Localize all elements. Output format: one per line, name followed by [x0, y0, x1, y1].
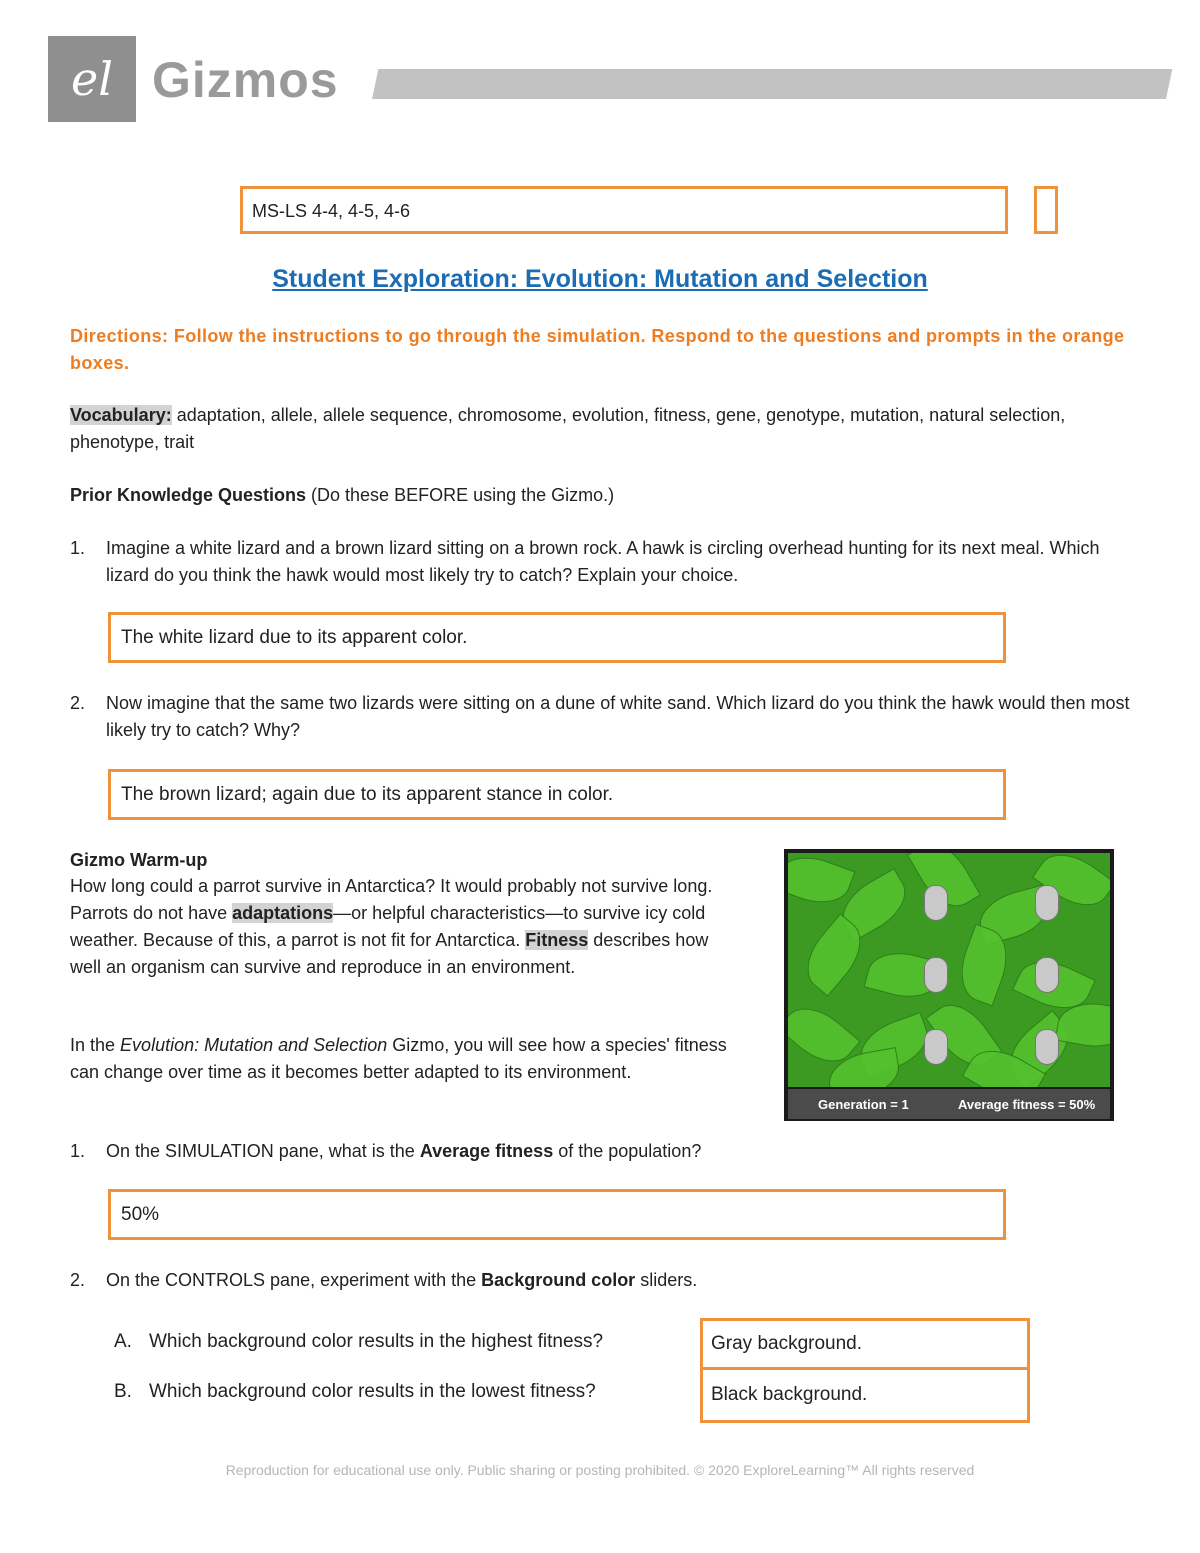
- bug-icon: [1035, 957, 1059, 993]
- subquestion-text: Which background color results in the lowest fitness?: [149, 1381, 596, 1402]
- vocabulary-label: Vocabulary:: [70, 405, 172, 425]
- bug-icon: [1035, 1029, 1059, 1065]
- footer-copyright: Reproduction for educational use only. Public sharing or posting prohibited. © 2020 ExploreLearning™ All rights reserved: [225, 1462, 975, 1478]
- term-adaptations: adaptations: [232, 903, 334, 923]
- question-text: Now imagine that the same two lizards were sitting on a dune of white sand. Which lizard do you think the hawk would then most likely try to catch? Why?: [106, 693, 1130, 740]
- question-number: 1.: [70, 538, 86, 558]
- question-text: [106, 1267, 1106, 1294]
- term-fitness: Fitness: [525, 930, 589, 950]
- standards-side-box: [1034, 186, 1058, 234]
- question-text-part: sliders.: [635, 1270, 698, 1290]
- gizmo-name: Evolution: Mutation and Selection: [120, 1035, 388, 1055]
- answer-text: Black background.: [711, 1384, 868, 1405]
- subquestion-text: Which background color results in the highest fitness?: [149, 1331, 604, 1352]
- warmup-text: —or helpful characteristics—to survive icy cold weather. Because of this, a parrot is not fit for Antarctica.: [70, 903, 706, 950]
- answer-text: Gray background.: [711, 1333, 863, 1354]
- warmup-text: Gizmo, you will see how a species' fitness can change over time as it becomes better adapted to its environment.: [70, 1035, 727, 1082]
- warmup-text: How long could a parrot survive in Antarctica? It would probably not survive long. Parrots do not have: [70, 876, 713, 923]
- question-number: 2.: [70, 1270, 86, 1290]
- question-keyword: Average fitness: [419, 1141, 554, 1161]
- answer-box[interactable]: [108, 769, 1006, 820]
- warmup-paragraph-1: [70, 873, 740, 981]
- warmup-text: In the: [70, 1035, 121, 1055]
- question-text: [106, 1138, 1106, 1165]
- average-fitness-label: Average fitness = 50%: [958, 1097, 1096, 1112]
- answer-text: The white lizard due to its apparent color.: [121, 626, 468, 648]
- answer-box[interactable]: [108, 612, 1006, 663]
- subquestion-letter: A.: [114, 1331, 132, 1352]
- warmup-text: describes how well an organism can survive and reproduce in an environment.: [70, 930, 709, 977]
- subquestion-letter: B.: [114, 1381, 132, 1402]
- bug-icon: [924, 885, 948, 921]
- warmup-paragraph-2: [70, 1032, 740, 1086]
- vocabulary-paragraph: [70, 402, 1130, 456]
- bug-icon: [924, 957, 948, 993]
- answer-text: The brown lizard; again due to its apparent stance in color.: [121, 783, 614, 805]
- answer-box[interactable]: [700, 1318, 1030, 1370]
- question-number: 1.: [70, 1141, 86, 1161]
- page-title: Student Exploration: Evolution: Mutation and Selection: [272, 265, 928, 293]
- prior-knowledge-title: Prior Knowledge Questions: [70, 485, 307, 505]
- prior-knowledge-heading: [70, 482, 614, 509]
- brand-name: Gizmos: [152, 52, 339, 108]
- generation-label: Generation = 1: [818, 1097, 909, 1112]
- answer-box[interactable]: [108, 1189, 1006, 1240]
- header-bar: [372, 69, 1172, 99]
- question-text: Imagine a white lizard and a brown lizard sitting on a brown rock. A hawk is circling overhead hunting for its next meal. Which lizard do you think the hawk would most likely try to catch? Explain your choice.: [106, 538, 1100, 585]
- question-number: 2.: [70, 693, 86, 713]
- simulation-background: [788, 853, 1110, 1087]
- question-text-part: On the CONTROLS pane, experiment with the: [106, 1270, 482, 1290]
- warmup-heading: Gizmo Warm-up: [70, 850, 208, 870]
- question-keyword: Background color: [481, 1270, 636, 1290]
- bug-icon: [924, 1029, 948, 1065]
- answer-box[interactable]: [700, 1367, 1030, 1423]
- vocabulary-terms: adaptation, allele, allele sequence, chromosome, evolution, fitness, gene, genotype, mutation, natural selection, phenotype, trait: [70, 405, 1066, 452]
- standards-text: MS-LS 4-4, 4-5, 4-6: [252, 201, 411, 221]
- simulation-status-bar: [788, 1089, 1110, 1119]
- prior-knowledge-note: (Do these BEFORE using the Gizmo.): [306, 485, 615, 505]
- question-text-part: of the population?: [553, 1141, 702, 1161]
- question-text-part: On the SIMULATION pane, what is the: [106, 1141, 420, 1161]
- explorelearning-el-logo-icon: el: [71, 52, 113, 106]
- directions-text: Directions: Follow the instructions to go through the simulation. Respond to the questions and prompts in the orange boxes.: [70, 326, 1125, 373]
- answer-text: 50%: [121, 1203, 160, 1225]
- bug-icon: [1035, 885, 1059, 921]
